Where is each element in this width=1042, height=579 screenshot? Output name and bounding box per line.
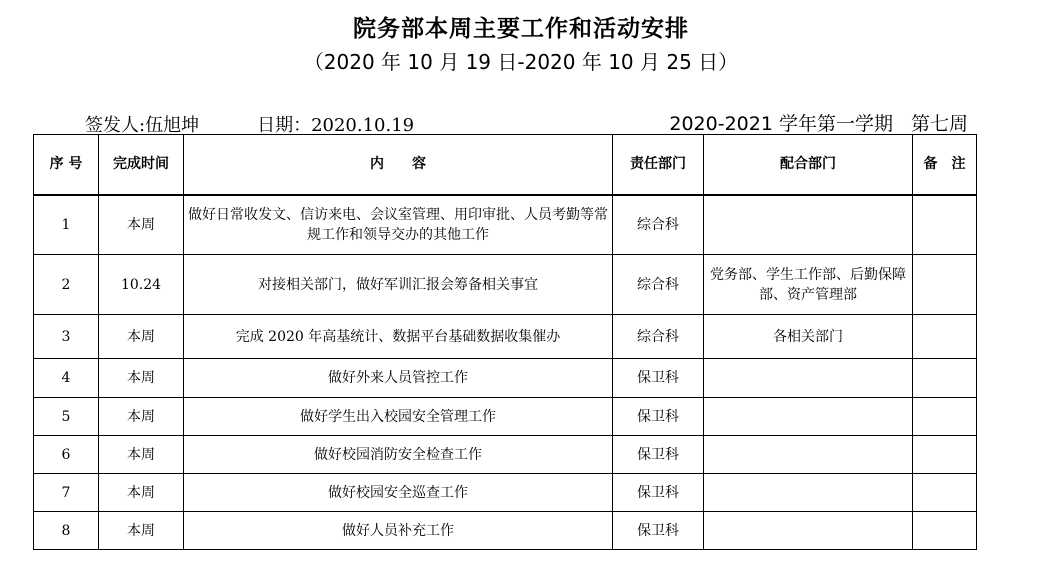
cell-coop [704,512,913,550]
cell-no: 5 [34,398,99,436]
table-row [34,359,977,398]
cell-dept: 保卫科 [613,436,704,474]
cell-dept: 保卫科 [613,512,704,550]
cell-coop [704,195,913,255]
cell-dept: 保卫科 [613,359,704,398]
cell-no: 4 [34,359,99,398]
cell-content: 做好人员补充工作 [184,512,613,550]
cell-no: 3 [34,315,99,359]
academic-term: 2020-2021 学年第一学期 [669,113,893,135]
cell-dept: 保卫科 [613,398,704,436]
cell-dept: 综合科 [613,195,704,255]
column-header-content: 内 容 [184,135,613,195]
cell-content: 做好外来人员管控工作 [184,359,613,398]
cell-no: 6 [34,436,99,474]
cell-note [913,512,977,550]
column-header-dept: 责任部门 [613,135,704,195]
cell-content: 做好校园消防安全检查工作 [184,436,613,474]
cell-time: 本周 [99,436,184,474]
cell-coop [704,474,913,512]
cell-time: 本周 [99,195,184,255]
date-range-subtitle: （2020 年 10 月 19 日-2020 年 10 月 25 日） [303,50,739,74]
table-row [34,195,977,255]
cell-time: 10.24 [99,255,184,315]
cell-content: 完成 2020 年高基统计、数据平台基础数据收集催办 [184,315,613,359]
column-header-no: 序 号 [34,135,99,195]
cell-dept: 综合科 [613,255,704,315]
cell-dept: 综合科 [613,315,704,359]
cell-time: 本周 [99,315,184,359]
issuer: 签发人:伍旭坤 [85,115,200,136]
table-row [34,398,977,436]
cell-dept: 保卫科 [613,474,704,512]
page-title: 院务部本周主要工作和活动安排 [353,16,689,42]
cell-time: 本周 [99,474,184,512]
cell-time: 本周 [99,398,184,436]
cell-content: 做好日常收发文、信访来电、会议室管理、用印审批、人员考勤等常规工作和领导交办的其他工作 [184,195,613,255]
cell-no: 7 [34,474,99,512]
cell-note [913,398,977,436]
cell-coop [704,436,913,474]
table-row [34,315,977,359]
column-header-time: 完成时间 [99,135,184,195]
cell-note [913,195,977,255]
cell-content: 做好学生出入校园安全管理工作 [184,398,613,436]
cell-time: 本周 [99,512,184,550]
cell-coop: 党务部、学生工作部、后勤保障部、资产管理部 [704,255,913,315]
cell-note [913,255,977,315]
table-row [34,474,977,512]
cell-coop [704,359,913,398]
cell-no: 8 [34,512,99,550]
table-row [34,255,977,315]
work-schedule-table [33,134,977,550]
table-header-row [34,135,977,195]
cell-note [913,436,977,474]
issue-date: 日期：2020.10.19 [257,115,415,136]
cell-time: 本周 [99,359,184,398]
cell-no: 1 [34,195,99,255]
term-info [669,109,968,136]
cell-no: 2 [34,255,99,315]
column-header-note: 备 注 [913,135,977,195]
column-header-coop: 配合部门 [704,135,913,195]
cell-note [913,359,977,398]
week-label: 第七周 [910,113,968,135]
cell-content: 对接相关部门，做好军训汇报会筹备相关事宜 [184,255,613,315]
cell-content: 做好校园安全巡查工作 [184,474,613,512]
cell-note [913,315,977,359]
cell-note [913,474,977,512]
cell-coop: 各相关部门 [704,315,913,359]
table-row [34,436,977,474]
table-row [34,512,977,550]
cell-coop [704,398,913,436]
